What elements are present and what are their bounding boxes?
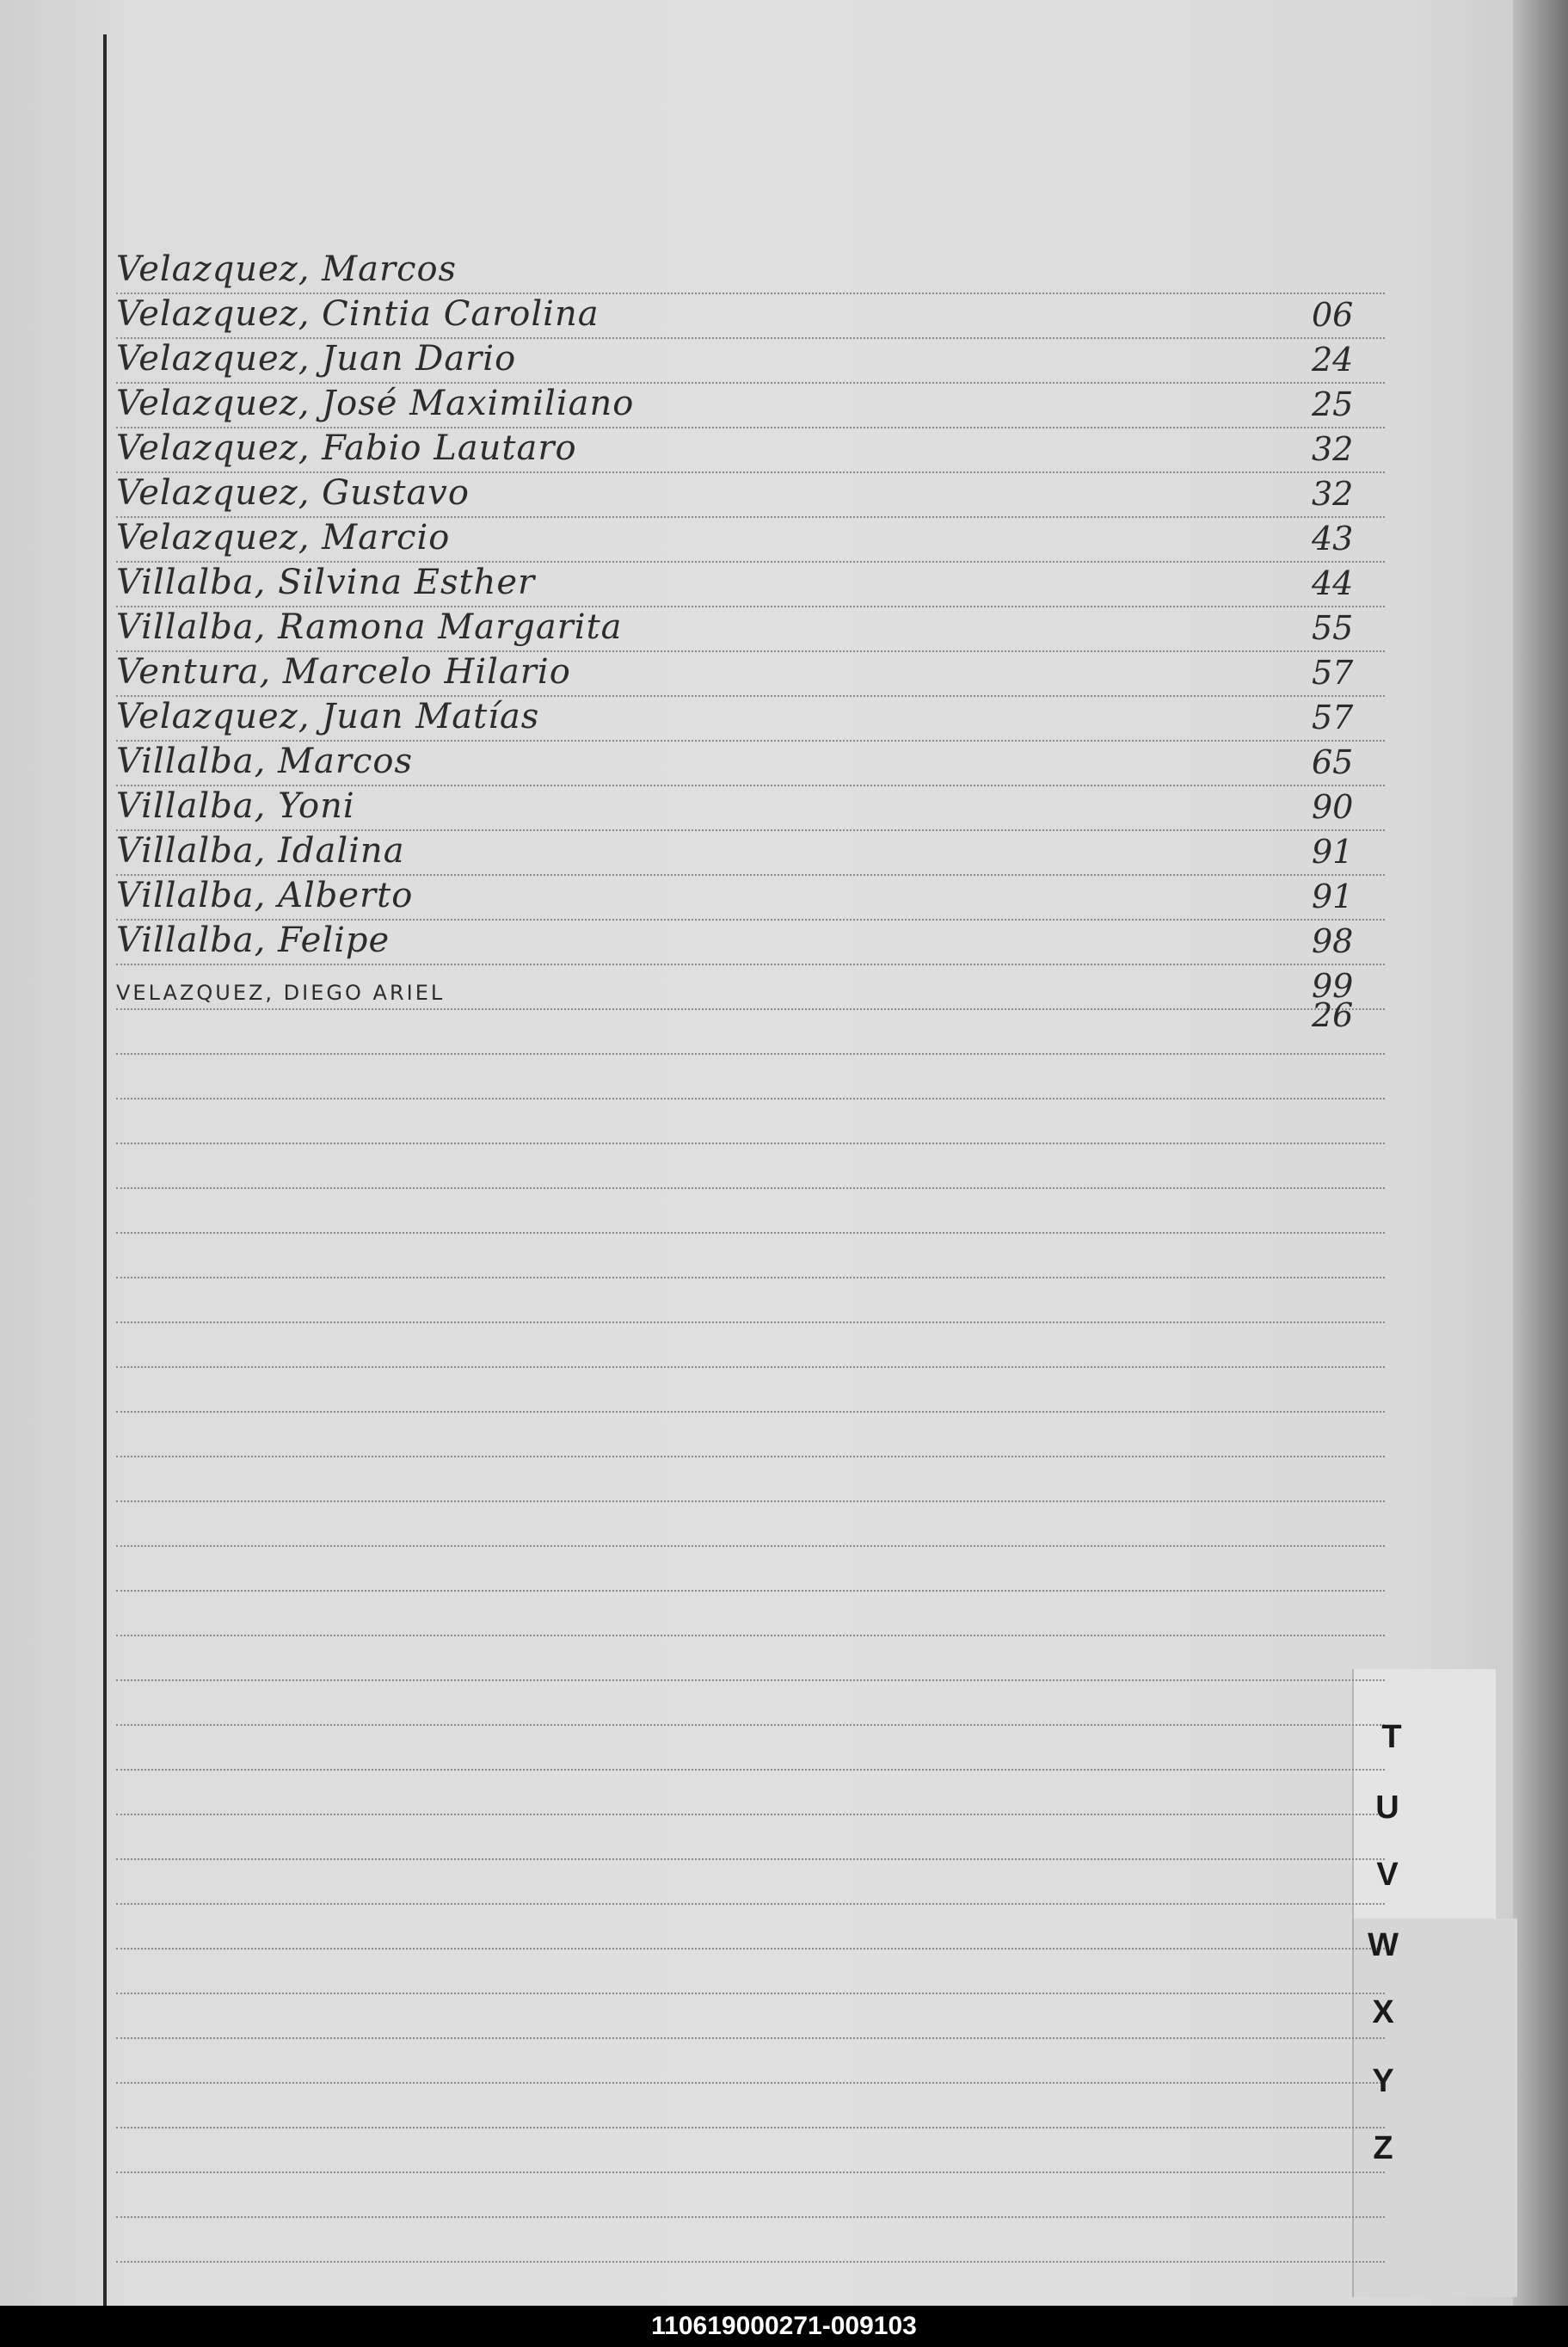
index-letter-w[interactable]: W <box>1368 1927 1399 1963</box>
list-item <box>116 475 1406 516</box>
index-letter-z[interactable]: Z <box>1373 2130 1393 2166</box>
entry-number: 26 <box>1312 996 1354 1034</box>
ruled-line <box>116 1456 1385 1457</box>
list-item <box>116 833 1406 874</box>
ruled-line <box>116 1098 1385 1100</box>
ruled-line <box>116 1143 1385 1144</box>
ruled-line <box>116 1814 1385 1815</box>
ruled-line <box>116 1366 1385 1368</box>
ruled-line <box>116 2171 1385 2173</box>
ruled-line <box>116 1948 1385 1950</box>
entry-number: 44 <box>1312 564 1354 602</box>
entry-name: Velazquez, Marcio <box>116 518 451 557</box>
entry-name: Velazquez, Marcos <box>116 249 458 289</box>
entry-name: Velazquez, Fabio Lautaro <box>116 428 577 468</box>
ruled-line <box>116 1903 1385 1905</box>
index-letter-x[interactable]: X <box>1372 1994 1394 2030</box>
entry-name: Velazquez, Juan Dario <box>116 339 517 379</box>
scan-footer-code: 110619000271-009103 <box>0 2306 1568 2347</box>
ruled-line <box>116 1321 1385 1323</box>
entry-number: 25 <box>1312 385 1354 423</box>
entry-number: 90 <box>1312 788 1354 826</box>
entry-number: 55 <box>1312 609 1354 647</box>
entry-number: 91 <box>1312 833 1354 871</box>
entry-number: 32 <box>1312 475 1354 513</box>
list-item <box>116 430 1406 471</box>
list-item <box>116 609 1406 650</box>
entry-number: 99 <box>1312 967 1354 1005</box>
ruled-line <box>116 1858 1385 1860</box>
entry-name: Ventura, Marcelo Hilario <box>116 652 571 692</box>
entry-name: Villalba, Idalina <box>116 831 405 871</box>
ruled-line <box>116 2037 1385 2039</box>
entry-number: 57 <box>1312 699 1354 736</box>
list-item <box>116 743 1406 785</box>
ruled-line <box>116 1053 1385 1055</box>
list-item <box>116 996 1406 1038</box>
margin-line <box>103 34 107 2306</box>
entry-name: Villalba, Silvina Esther <box>116 563 536 602</box>
ruled-line <box>116 1500 1385 1502</box>
list-item <box>116 564 1406 606</box>
ruled-line <box>116 2082 1385 2084</box>
entry-name: Villalba, Ramona Margarita <box>116 607 623 647</box>
ruled-line <box>116 1993 1385 1994</box>
list-item <box>116 341 1406 382</box>
ruled-line <box>116 1724 1385 1726</box>
list-item <box>116 922 1406 964</box>
list-item <box>116 385 1406 427</box>
ruled-line <box>116 964 1385 965</box>
list-item <box>116 251 1406 293</box>
ruled-line <box>116 1769 1385 1771</box>
ruled-line <box>116 1411 1385 1413</box>
entry-number: 91 <box>1312 878 1354 915</box>
index-letter-y[interactable]: Y <box>1372 2063 1394 2099</box>
entry-number: 24 <box>1312 341 1354 379</box>
ruled-line <box>116 1232 1385 1234</box>
entry-number: 57 <box>1312 654 1354 692</box>
index-letter-t[interactable]: T <box>1381 1719 1402 1755</box>
entry-number: 06 <box>1312 296 1354 334</box>
ruled-line <box>116 1679 1385 1681</box>
list-item <box>116 520 1406 561</box>
ruled-line <box>116 1635 1385 1636</box>
index-letter-u[interactable]: U <box>1375 1790 1399 1826</box>
entry-name: Velazquez, Juan Matías <box>116 697 540 736</box>
entry-name: Villalba, Marcos <box>116 742 414 781</box>
entry-name: Velazquez, José Maximiliano <box>116 384 635 423</box>
ruled-line <box>116 1187 1385 1189</box>
list-item <box>116 296 1406 337</box>
page-edge-shadow <box>1513 0 1568 2306</box>
index-letter-v[interactable]: V <box>1376 1857 1399 1893</box>
entry-number: 43 <box>1312 520 1354 557</box>
entry-name: VELAZQUEZ, DIEGO ARIEL <box>116 981 446 1005</box>
list-item <box>116 788 1406 829</box>
entry-name: Velazquez, Gustavo <box>116 473 470 513</box>
entry-name: Villalba, Alberto <box>116 876 414 915</box>
entry-number: 65 <box>1312 743 1354 781</box>
list-item <box>116 654 1406 695</box>
ruled-line <box>116 1590 1385 1592</box>
entry-number: 98 <box>1312 922 1354 960</box>
ruled-line <box>116 2216 1385 2218</box>
ruled-line <box>116 1545 1385 1547</box>
ruled-line <box>116 2127 1385 2128</box>
ruled-line <box>116 1277 1385 1278</box>
entry-name: Velazquez, Cintia Carolina <box>116 294 600 334</box>
list-item <box>116 878 1406 919</box>
list-item <box>116 699 1406 740</box>
entry-name: Villalba, Felipe <box>116 921 390 960</box>
entry-name: Villalba, Yoni <box>116 786 355 826</box>
ruled-line <box>116 2261 1385 2263</box>
entry-number: 32 <box>1312 430 1354 468</box>
